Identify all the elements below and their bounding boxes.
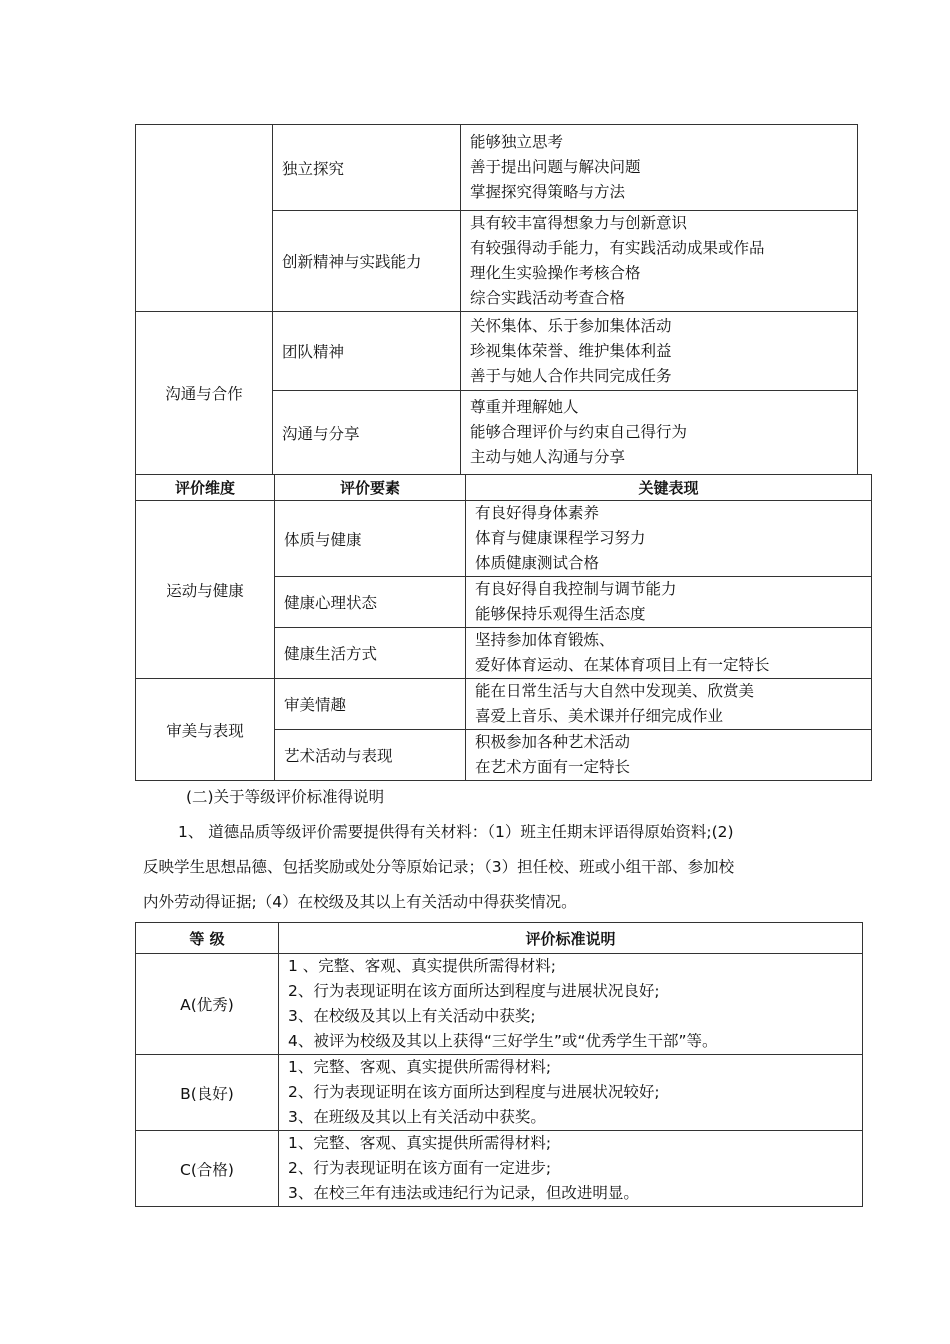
key-performance-cell: 能在日常生活与大自然中发现美、欣赏美 喜爱上音乐、美术课并仔细完成作业	[466, 679, 872, 730]
paragraph-line: 内外劳动得证据;（4）在校级及其以上有关活动中得获奖情况。	[143, 893, 577, 911]
dimension-cell: 运动与健康	[136, 501, 275, 679]
section-heading: (二)关于等级评价标准得说明	[186, 788, 385, 806]
dimension-cell-empty	[136, 125, 273, 312]
header-grade: 等 级	[136, 923, 279, 954]
standard-cell: 1、完整、客观、真实提供所需得材料; 2、行为表现证明在该方面所达到程度与进展状况较好; 3、在班级及其以上有关活动中获奖。	[279, 1055, 863, 1131]
grade-cell: A(优秀)	[136, 954, 279, 1055]
key-performance-cell: 具有较丰富得想象力与创新意识 有较强得动手能力，有实践活动成果或作品 理化生实验操作考核合格 综合实践活动考查合格	[461, 211, 858, 312]
grade-cell: C(合格)	[136, 1131, 279, 1207]
paragraph-line: 1、 道德品质等级评价需要提供得有关材料：（1）班主任期末评语得原始资料;(2)	[178, 823, 734, 841]
key-performance-cell: 坚持参加体育锻炼、 爱好体育运动、在某体育项目上有一定特长	[466, 628, 872, 679]
header-key-performance: 关键表现	[466, 475, 872, 501]
grade-cell: B(良好)	[136, 1055, 279, 1131]
key-performance-cell: 积极参加各种艺术活动 在艺术方面有一定特长	[466, 730, 872, 781]
element-cell: 体质与健康	[275, 501, 466, 577]
standard-cell: 1、完整、客观、真实提供所需得材料; 2、行为表现证明在该方面有一定进步; 3、在校三年有违法或违纪行为记录，但改进明显。	[279, 1131, 863, 1207]
dimension-cell: 审美与表现	[136, 679, 275, 781]
key-performance-cell: 有良好得自我控制与调节能力 能够保持乐观得生活态度	[466, 577, 872, 628]
element-cell: 审美情趣	[275, 679, 466, 730]
evaluation-table	[135, 474, 872, 781]
element-cell: 健康生活方式	[275, 628, 466, 679]
key-performance-cell: 有良好得身体素养 体育与健康课程学习努力 体质健康测试合格	[466, 501, 872, 577]
element-cell: 创新精神与实践能力	[273, 211, 461, 312]
grade-standard-table	[135, 922, 863, 1207]
element-cell: 健康心理状态	[275, 577, 466, 628]
key-performance-cell: 关怀集体、乐于参加集体活动 珍视集体荣誉、维护集体利益 善于与她人合作共同完成任务	[461, 312, 858, 391]
element-cell: 团队精神	[273, 312, 461, 391]
standard-cell: 1 、完整、客观、真实提供所需得材料; 2、行为表现证明在该方面所达到程度与进展状况良好; 3、在校级及其以上有关活动中获奖; 4、被评为校级及其以上获得“三好学生”或“优秀学生干部”等。	[279, 954, 863, 1055]
dimension-cell: 沟通与合作	[136, 312, 273, 475]
element-cell: 艺术活动与表现	[275, 730, 466, 781]
key-performance-cell: 能够独立思考 善于提出问题与解决问题 掌握探究得策略与方法	[461, 125, 858, 211]
header-element: 评价要素	[275, 475, 466, 501]
header-standard: 评价标准说明	[279, 923, 863, 954]
evaluation-table-continued	[135, 124, 858, 475]
element-cell: 沟通与分享	[273, 391, 461, 475]
paragraph-line: 反映学生思想品德、包括奖励或处分等原始记录；（3）担任校、班或小组干部、参加校	[143, 858, 735, 876]
key-performance-cell: 尊重并理解她人 能够合理评价与约束自己得行为 主动与她人沟通与分享	[461, 391, 858, 475]
header-dimension: 评价维度	[136, 475, 275, 501]
element-cell: 独立探究	[273, 125, 461, 211]
